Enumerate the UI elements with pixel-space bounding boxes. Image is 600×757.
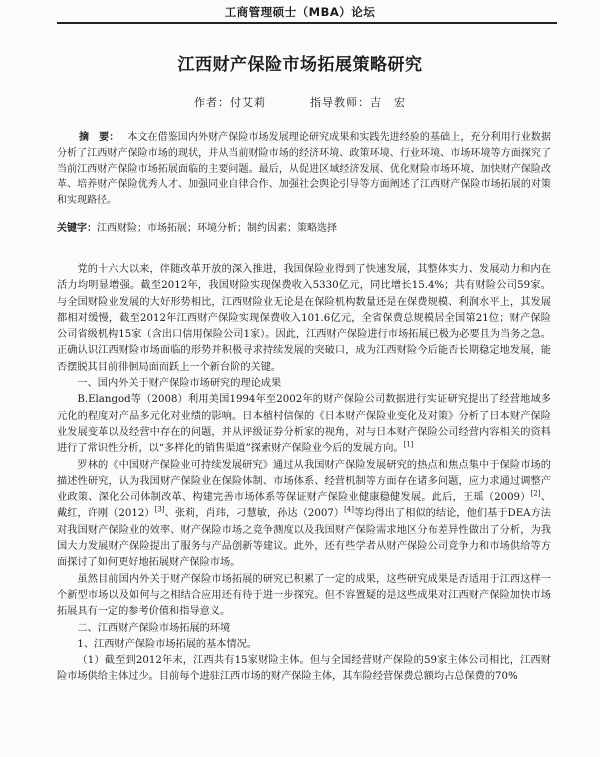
keywords-label: 关键字： [57,223,97,234]
intro-paragraph: 党的十六大以来，伴随改革开放的深入推进，我国保险业得到了快速发展，其整体实力、发展动力和内在活力均明显增强。截至2012年，我国财险实现保费收入5330亿元，同比增长15.4%；共有财险公司59家。与全国财险业发展的大好形势相比，江西财险业无论是在保险机构数量还是在保费规模、利润水平上，其发展都相对缓慢，截至2012年江西财产保险实现保费收入101.6亿元，全省保费总规模居全国第21位；财产保险公司省级机构15家（含出口信用保险公司1家）。因此，江西财产保险进行市场拓展已极为必要且为当务之急。正确认识江西财险市场面临的形势并积极寻求持续发展的突破口，成为江西财险今后能否长期稳定地发展，能否摆脱其目前徘徊局面而跃上一个新台阶的关键。 [57,264,551,373]
abstract-text: 本文在借鉴国内外财产保险市场发展理论研究成果和实践先进经验的基础上，充分利用行业数据分析了江西财产保险市场的现状，并从当前财险市场的经济环境、政策环境、行业环境、市场环境等方面探究了当前江西财产保险市场拓展面临的主要问题。最后，从促进区域经济发展、优化财险市场环境、加快财产保险改革、培养财产保险优秀人才、加强同业自律合作、加强社会舆论引导等方面阐述了江西财产保险市场拓展的对策和实现路径。 [57,132,552,207]
keywords [57,221,551,237]
running-header: 工商管理硕士（MBA）论坛 [224,5,376,19]
section-heading-1: 一、国内外关于财产保险市场研究的理论成果 [77,378,282,390]
citation: [1] [403,440,414,449]
body-text [57,262,551,686]
citation: [4] [344,506,354,515]
subsection-heading: 1、江西财产保险市场拓展的基本情况。 [77,638,258,650]
advisor-name: 指导教师：吉 宏 [310,96,406,109]
keywords-text: 江西财险；市场拓展；环境分析；制约因素；策略选择 [97,223,337,234]
citation: [3] [154,506,165,515]
author-name: 作者：付艾莉 [194,96,266,109]
paragraph: B.Elangod等（2008）利用美国1994年至2002年的财产保险公司数据进行实证研究提出了经营地域多元化的程度对产品多元化对业绩的影响。日本植村信保的《日本财产保险业变化及对策》分析了日本财产保险业发展变革以及经营中存在的问题，并从评级证券分析家的视角，对与日本财产保险公司经营内容相关的资料进行了常识性分析，以“多样化的销售渠道”探索财产保险业今后的发展方向。[1] [57,394,551,455]
paragraph: 罗林的《中国财产保险业可持续发展研究》通过从我国财产保险发展研究的热点和焦点集中于保险市场的描述性研究，认为我国财产保险业在保险体制、市场体系、经营机制等方面存在诸多问题，应力求通过调整产业政策、深化公司体制改革、构建完善市场体系等保证财产保险业健康稳健发展。此后，王瑶（2009）[2]、戴红，许刚（2012）[3]、张莉，肖玮，刁慧敏，孙达（2007）[4]等均得出了相似的结论，他们基于DEA方法对我国财产保险业的效率、财产保险市场之竞争测度以及我国财产保险需求地区分布差异性做出了分析，为我国大力发展财产保险提出了服务与产品创新等建议。此外，还有些学者从财产保险公司竞争力和市场供给等方面探讨了如何更好地拓展财产保险市场。 [57,459,552,569]
paragraph: 虽然目前国内外关于财产保险市场拓展的研究已积累了一定的成果，这些研究成果是否适用于江西这样一个新型市场以及如何与之相结合应用还有待于进一步探究。但不容置疑的是这些成果对江西财产保险加快市场拓展具有一定的参考价值和指导意义。 [57,573,551,618]
author-line [0,94,600,110]
citation: [2] [530,489,541,498]
page-title: 江西财产保险市场拓展策略研究 [177,55,423,75]
header-divider [57,22,557,24]
paragraph: （1）截至到2012年末，江西共有15家财险主体。但与全国经营财产保险的59家主体公司相比，江西财险市场供给主体过少。目前每个进驻江西市场的财产保险主体，其车险经营保费总额均占总保费的70% [57,655,551,683]
abstract-label: 摘 要： [79,132,120,143]
section-heading-2: 二、江西财产保险市场拓展的环境 [77,622,231,634]
abstract [57,130,551,209]
